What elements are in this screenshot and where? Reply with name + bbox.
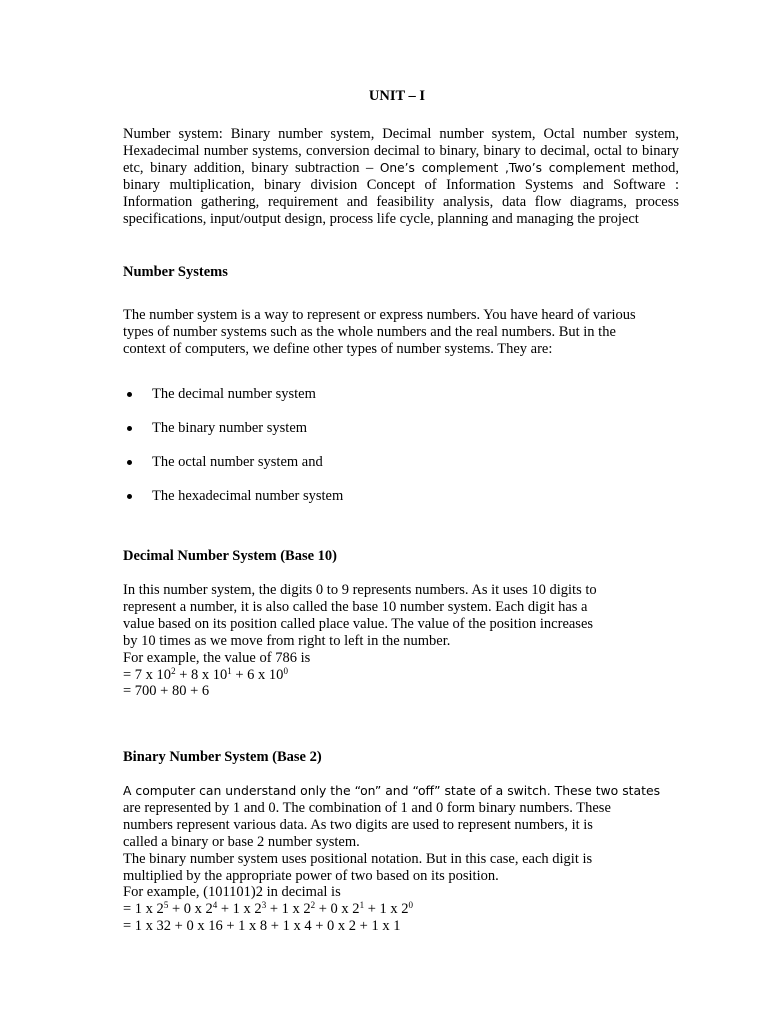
- binary-line: numbers represent various data. As two digits are used to represent numbers, it is: [123, 816, 593, 833]
- decimal-paragraph: [123, 582, 683, 700]
- expansion-term: = 7 x 10: [123, 666, 172, 683]
- decimal-line: In this number system, the digits 0 to 9 represents numbers. As it uses 10 digits to: [123, 582, 597, 598]
- list-item: [123, 417, 343, 451]
- expansion-term: + 6 x 10: [231, 666, 284, 683]
- list-item: [123, 383, 343, 417]
- exponent: 5: [163, 900, 169, 911]
- list-item: [123, 451, 343, 485]
- syllabus-complement-text: One’s complement ,Two’s complement: [379, 161, 626, 175]
- intro-line: The number system is a way to represent or express numbers. You have heard of various: [123, 307, 636, 323]
- exponent: 1: [227, 665, 232, 676]
- list-item-label: The octal number system and: [152, 454, 323, 470]
- decimal-result: = 700 + 80 + 6: [123, 683, 210, 700]
- intro-line: context of computers, we define other types of number systems. They are:: [123, 340, 553, 357]
- binary-line: called a binary or base 2 number system.: [123, 833, 360, 850]
- decimal-expansion: [123, 667, 683, 684]
- number-systems-heading: Number Systems: [123, 264, 228, 280]
- exponent: 2: [171, 665, 176, 676]
- number-systems-intro: [123, 307, 683, 358]
- bullet-icon: [127, 494, 132, 499]
- expansion-term: + 1 x 2: [266, 901, 311, 918]
- binary-expansion: [123, 901, 683, 918]
- unit-title: UNIT – I: [368, 88, 426, 104]
- expansion-term: + 1 x 2: [217, 901, 262, 918]
- bullet-icon: [127, 392, 132, 397]
- list-item-label: The decimal number system: [152, 386, 316, 402]
- binary-line: For example, (101101)2 in decimal is: [123, 884, 341, 901]
- expansion-term: + 0 x 2: [168, 901, 213, 918]
- decimal-line: For example, the value of 786 is: [123, 649, 311, 666]
- binary-result: = 1 x 32 + 0 x 16 + 1 x 8 + 1 x 4 + 0 x 2 + 1 x 1: [123, 918, 401, 935]
- exponent: 0: [408, 900, 413, 911]
- decimal-heading: Decimal Number System (Base 10): [123, 548, 337, 564]
- bullet-icon: [127, 426, 132, 431]
- binary-line: The binary number system uses positional notation. But in this case, each digit is: [123, 850, 593, 867]
- exponent: 2: [310, 900, 316, 911]
- bullet-icon: [127, 460, 132, 465]
- binary-line: are represented by 1 and 0. The combination of 1 and 0 form binary numbers. These: [123, 799, 611, 816]
- decimal-line: represent a number, it is also called the base 10 number system. Each digit has a: [123, 598, 588, 615]
- decimal-line: value based on its position called place value. The value of the position increases: [123, 615, 594, 632]
- list-item-label: The hexadecimal number system: [152, 488, 344, 504]
- exponent: 0: [283, 665, 288, 676]
- binary-line: A computer can understand only the “on” and “off” state of a switch. These two states: [123, 783, 661, 798]
- intro-line: types of number systems such as the whole numbers and the real numbers. But in the: [123, 323, 616, 340]
- binary-paragraph: [123, 783, 683, 935]
- decimal-line: by 10 times as we move from right to left in the number.: [123, 632, 451, 649]
- binary-heading: Binary Number System (Base 2): [123, 749, 322, 765]
- exponent: 4: [212, 900, 218, 911]
- syllabus-paragraph: [123, 126, 679, 228]
- list-item: [123, 485, 343, 519]
- binary-line: multiplied by the appropriate power of two based on its position.: [123, 867, 499, 884]
- exponent: 3: [261, 900, 267, 911]
- expansion-term: = 1 x 2: [123, 901, 164, 918]
- exponent: 1: [359, 900, 365, 911]
- number-systems-list: [123, 383, 343, 519]
- syllabus-text-part-1: Number system: Binary number system, Decimal number system, Octal number system, Hexadecimal number systems, conversion decimal to binary, binary to decimal, octal to binary etc, binary addition, binary subtraction –: [123, 126, 679, 176]
- expansion-term: + 0 x 2: [315, 901, 360, 918]
- expansion-term: + 8 x 10: [175, 666, 228, 683]
- list-item-label: The binary number system: [152, 420, 308, 436]
- syllabus-text-part-2: method, binary multiplication, binary division Concept of Information Systems and Software : Information gathering, requirement and feasibility analysis, data flow diagrams, process specifications, input/output design, process life cycle, planning and managing the project: [123, 160, 680, 227]
- expansion-term: + 1 x 2: [364, 901, 409, 918]
